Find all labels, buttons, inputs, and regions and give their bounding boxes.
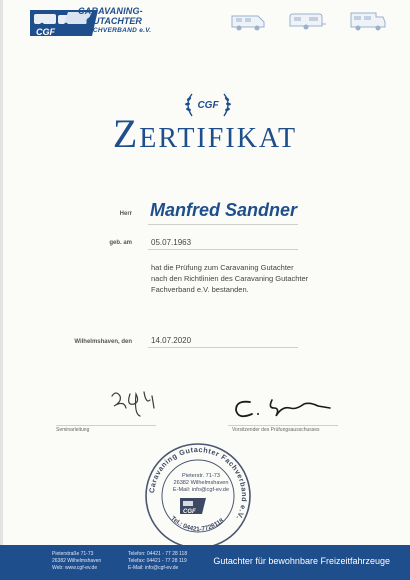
left-signature-icon: [100, 386, 170, 426]
stamp-email: E-Mail: info@cgf-ev.de: [172, 487, 230, 493]
left-signature-line: [56, 425, 156, 426]
place-date-label: Wilhelmshaven, den: [74, 339, 132, 345]
issue-date-value: 14.07.2020: [151, 336, 192, 345]
stamp-ring-text: Caravaning Gutachter Fachverband e.V.: [147, 444, 250, 522]
logo-text: CGF: [36, 27, 55, 37]
birth-date-value: 05.07.1963: [151, 238, 192, 247]
footer-phone: Telefon: 04421 - 77 28 118: [128, 551, 188, 557]
stamp-street: Pieterstr. 71-73: [182, 473, 220, 479]
association-stamp: [142, 440, 254, 552]
statement-line1: hat die Prüfung zum Caravaning Gutachter: [151, 263, 294, 272]
footer-email[interactable]: E-Mail: info@cgf-ev.de: [128, 565, 179, 571]
statement-line2: nach den Richtlinien des Caravaning Gutachter: [151, 274, 309, 283]
footer-web[interactable]: Web: www.cgf-ev.de: [52, 565, 98, 571]
right-signature-line: [228, 425, 338, 426]
birth-date-label: geb. am: [109, 240, 132, 246]
footer-city: 26382 Wilhelmshaven: [52, 558, 102, 564]
motorhome-icon: [348, 8, 388, 32]
emblem-text: CGF: [197, 100, 219, 111]
footer-address: [52, 551, 101, 572]
statement-line3: Fachverband e.V. bestanden.: [151, 285, 249, 294]
name-underline: [148, 224, 298, 225]
footer-bar: [0, 545, 410, 580]
left-signature-caption: Seminarleitung: [56, 427, 90, 433]
stamp-logo-text: CGF: [183, 509, 196, 515]
salutation-label: Herr: [119, 211, 132, 217]
footer-fax: Telefax: 04421 - 77 28 119: [128, 558, 187, 564]
issue-date-underline: [148, 347, 298, 348]
right-signature-icon: [228, 392, 338, 424]
footer-street: Pieterstraße 71-73: [52, 551, 94, 557]
svg-text:Tel.: 04421-7728118: [169, 515, 225, 533]
brand-name-line1: CARAVANING-: [78, 6, 143, 16]
holder-name: Manfred Sandner: [150, 200, 298, 220]
exam-statement: [151, 262, 308, 295]
brand-name-line2: GUTACHTER: [86, 16, 142, 26]
camper-van-icon: [228, 8, 268, 32]
certificate-title: Zertifikat: [112, 111, 298, 156]
right-signature-caption: Vorsitzender des Prüfungsausschusses: [232, 427, 320, 433]
stamp-phone: Tel.: 04421-7728118: [169, 515, 226, 534]
footer-contact: [128, 551, 187, 572]
birth-date-underline: [148, 249, 298, 250]
footer-slogan: Gutachter für bewohnbare Freizeitfahrzeuge: [213, 556, 390, 566]
brand-name-line3: FACHVERBAND e.V.: [84, 27, 152, 34]
caravan-icon: [287, 8, 327, 32]
stamp-city: 26382 Wilhelmshaven: [173, 480, 229, 486]
